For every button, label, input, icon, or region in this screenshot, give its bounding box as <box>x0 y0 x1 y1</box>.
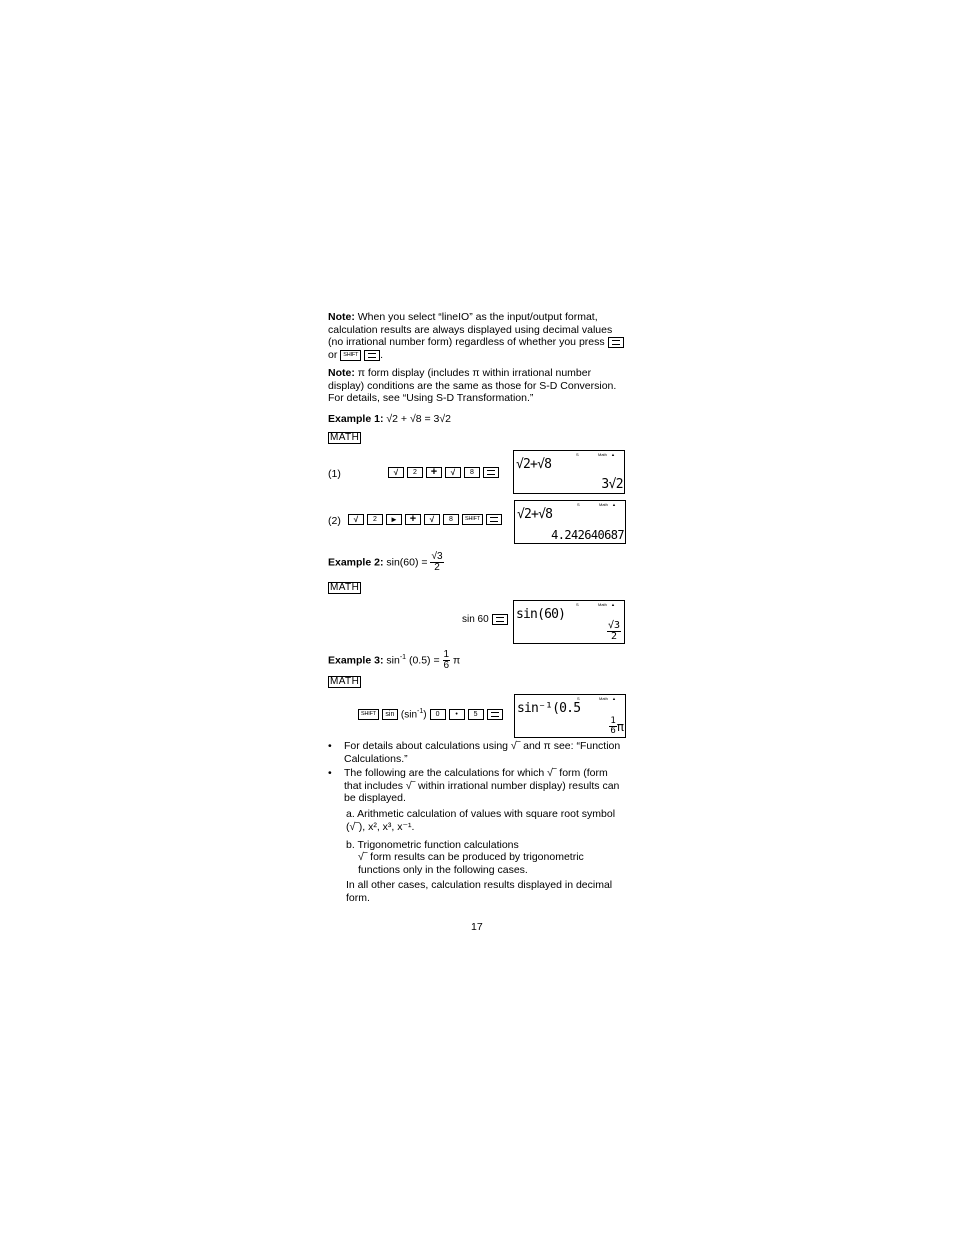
note-2 <box>328 367 628 405</box>
display-fraction <box>609 717 616 736</box>
display-input: √2+√8 <box>516 457 552 472</box>
display-result: 3√2 <box>601 477 623 492</box>
keys-label-sup: -1 <box>417 708 424 715</box>
fraction <box>430 552 443 573</box>
calculator-display-4 <box>514 694 626 738</box>
key-sequence-1 <box>388 467 499 478</box>
example-1-expr: √2 + √8 = 3√2 <box>386 413 451 425</box>
plus-key-icon: + <box>426 467 442 478</box>
display-numerator: 1 <box>610 716 616 726</box>
sqrt-key-icon: √ <box>388 467 404 478</box>
sub-item-a: a. Arithmetic calculation of values with square root symbol (√‾), x², x³, x⁻¹. <box>346 808 616 833</box>
example-2-expr: sin(60) = <box>386 556 428 569</box>
up-indicator-icon: ▲ <box>612 696 616 701</box>
note-1-label: Note: <box>328 311 355 323</box>
page-number: 17 <box>471 921 483 933</box>
note-1-or: or <box>328 348 338 361</box>
s-indicator: S <box>577 502 580 507</box>
s-indicator: S <box>576 452 579 457</box>
display-input: sin(60) <box>516 607 566 622</box>
calculator-display-1 <box>513 450 625 494</box>
display-input: √2+√8 <box>517 507 553 522</box>
sqrt-key-icon: √ <box>445 467 461 478</box>
dot-key-icon: • <box>449 709 465 720</box>
display-numerator: √3 <box>607 620 620 631</box>
display-denominator: 6 <box>610 726 616 736</box>
example-3-label: Example 3: <box>328 654 384 667</box>
note-1-text: When you select “lineIO” as the input/output format, calculation results are always displayed using decimal values (no irrational number form) regardless of whether you press <box>328 311 613 349</box>
keys-label: sin 60 <box>462 614 489 625</box>
up-indicator-icon: ▲ <box>612 502 616 507</box>
note-2-label: Note: <box>328 367 355 379</box>
plus-key-icon: + <box>405 514 421 525</box>
eight-key-icon: 8 <box>464 467 480 478</box>
bullet-1-text: For details about calculations using √‾ and π see: “Function Calculations.” <box>344 740 621 765</box>
fraction <box>443 650 451 671</box>
s-indicator: S <box>576 602 579 607</box>
display-result <box>609 717 624 736</box>
sqrt-key-icon: √ <box>424 514 440 525</box>
equals-key-icon <box>364 350 380 361</box>
example-2-heading <box>328 552 628 573</box>
note-2-text: π form display (includes π within irrational number display) conditions are the same as those for S-D Conversion. For details, see “Using S-D Transformation.” <box>328 367 617 405</box>
up-indicator-icon: ▲ <box>611 602 615 607</box>
key-sequence-2 <box>348 514 502 525</box>
example-3-expr-mid: (0.5) = <box>408 654 440 667</box>
math-mode-badge: MATH <box>330 432 360 443</box>
example-1-heading <box>328 413 628 426</box>
example-1-label: Example 1: <box>328 413 384 425</box>
equals-key-icon <box>487 709 503 720</box>
math-indicator: Math <box>598 452 607 457</box>
fraction-numerator: √3 <box>431 551 443 562</box>
key-sequence-3 <box>462 614 508 625</box>
shift-key-icon: SHIFT <box>358 709 379 720</box>
two-key-icon: 2 <box>407 467 423 478</box>
display-pi: π <box>616 719 624 734</box>
keys-label-pre: (sin <box>400 709 418 721</box>
display-result: 4.242640687 <box>551 528 624 542</box>
step-1-label: (1) <box>328 468 341 480</box>
bullet-1-mark: • <box>328 740 332 752</box>
example-2-label: Example 2: <box>328 556 384 569</box>
note-1-end: . <box>380 348 383 361</box>
right-arrow-key-icon: ► <box>386 514 402 525</box>
zero-key-icon: 0 <box>430 709 446 720</box>
equals-key-icon <box>608 337 624 348</box>
equals-key-icon <box>486 514 502 525</box>
sqrt-key-icon: √ <box>348 514 364 525</box>
eight-key-icon: 8 <box>443 514 459 525</box>
fraction-denominator: 2 <box>434 562 440 573</box>
equals-key-icon <box>483 467 499 478</box>
bullet-2-mark: • <box>328 767 332 779</box>
display-input: sin⁻¹(0.5 <box>517 701 581 716</box>
shift-key-icon: SHIFT <box>462 514 483 525</box>
up-indicator-icon: ▲ <box>611 452 615 457</box>
math-indicator: Math <box>598 602 607 607</box>
two-key-icon: 2 <box>367 514 383 525</box>
calculator-display-3 <box>513 600 625 644</box>
sub-item-b-text: √‾ form results can be produced by trigonometric functions only in the following cases. <box>358 851 584 876</box>
math-mode-badge: MATH <box>330 582 360 593</box>
sin-key-icon: sin <box>382 709 398 720</box>
fraction-numerator: 1 <box>443 649 450 660</box>
keys-label-post: ) <box>423 709 427 721</box>
five-key-icon: 5 <box>468 709 484 720</box>
calculator-display-2 <box>514 500 626 544</box>
equals-key-icon <box>492 614 508 625</box>
shift-key-icon: SHIFT <box>340 350 361 361</box>
s-indicator: S <box>577 696 580 701</box>
example-3-expr-prefix: sin <box>386 654 400 667</box>
display-fraction <box>607 621 621 642</box>
key-sequence-4 <box>358 708 503 720</box>
display-denominator: 2 <box>610 631 617 642</box>
example-3-expr-suffix: π <box>453 654 461 667</box>
example-3-heading <box>328 650 628 671</box>
note-1 <box>328 311 628 361</box>
keys-label <box>401 708 427 720</box>
math-indicator: Math <box>599 502 608 507</box>
example-3-expr-sup: -1 <box>399 653 407 661</box>
math-indicator: Math <box>599 696 608 701</box>
sub-item-b-title: b. Trigonometric function calculations <box>346 839 519 851</box>
math-mode-badge: MATH <box>330 676 360 687</box>
bullet-2-text: The following are the calculations for which √‾ form (form that includes √‾ within irrational number display) results can be displayed. <box>344 767 620 805</box>
step-2-label: (2) <box>328 515 341 527</box>
fraction-denominator: 6 <box>443 660 450 671</box>
closing-text: In all other cases, calculation results displayed in decimal form. <box>346 879 613 904</box>
